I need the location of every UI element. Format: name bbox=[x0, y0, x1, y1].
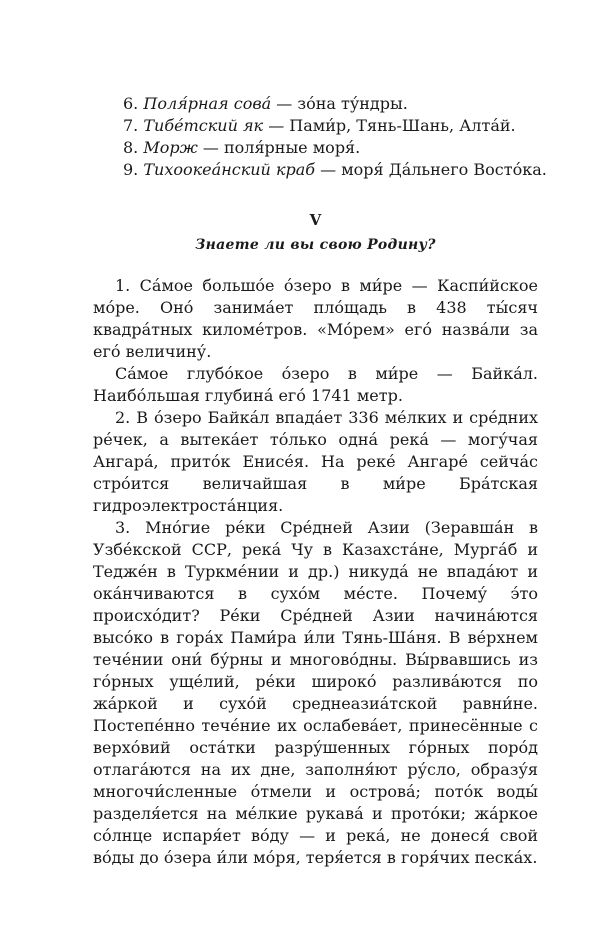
paragraph: Са́мое глубо́кое о́зеро в ми́ре — Байка́л. Наибо́льшая глубина́ его́ 1741 метр. bbox=[93, 364, 538, 405]
paragraph: 1. Са́мое большо́е о́зеро в ми́ре — Каспи́йское мо́ре. Оно́ занима́ет пло́щадь в 438 ты́сяч квадра́тных киломе́тров. «Мо́рем» его́ назва́ли за его́ величину́. bbox=[93, 276, 538, 361]
item-description: — зо́на ту́ндры. bbox=[271, 94, 408, 113]
item-term: Поля́рная сова́ bbox=[143, 94, 272, 113]
list-item bbox=[123, 159, 547, 181]
list-item bbox=[123, 115, 538, 137]
item-term: Тихоокеа́нский краб bbox=[143, 160, 316, 179]
item-term: Морж bbox=[143, 138, 198, 157]
list-item bbox=[123, 137, 538, 159]
body-text bbox=[93, 275, 538, 869]
item-description: — моря́ Да́льнего Восто́ка. bbox=[315, 160, 547, 179]
animal-habitat-list bbox=[93, 93, 547, 181]
item-number: 8. bbox=[123, 138, 139, 157]
item-term: Тибе́тский як bbox=[143, 116, 264, 135]
paragraph: 2. В о́зеро Байка́л впада́ет 336 ме́лких и сре́дних ре́чек, а вытека́ет то́лько одна́ река́ — могу́чая Ангара́, прито́к Енисе́я. На реке́ Ангаре́ сейча́с стро́ится величайшая в ми́ре Бра́тская гидроэлектроста́нция. bbox=[93, 408, 538, 515]
list-item bbox=[123, 93, 538, 115]
item-number: 9. bbox=[123, 160, 139, 179]
item-number: 6. bbox=[123, 94, 139, 113]
item-number: 7. bbox=[123, 116, 139, 135]
section-number: V bbox=[309, 211, 322, 229]
item-description: — Пами́р, Тянь-Шань, Алта́й. bbox=[263, 116, 516, 135]
section-heading: Знаете ли вы свою Родину? bbox=[195, 237, 436, 253]
item-description: — поля́рные моря́. bbox=[197, 138, 361, 157]
paragraph: 3. Мно́гие ре́ки Сре́дней Азии (Зеравша́н в Узбе́кской ССР, река́ Чу в Казахста́не, Мурга́б и Теджéн в Туркме́нии и др.) никуда́ не впада́ют и ока́нчиваются в сухо́м ме́сте. Почему́ э́то происхо́дит? Ре́ки Сре́дней Азии начина́ются высо́ко в гора́х Пами́ра и́ли Тянь-Ша́ня. В ве́рхнем тече́нии они́ бу́рны и многово́дны. Вы́рвавшись из го́рных уще́лий, ре́ки широко́ разлива́ются по жа́ркой и сухо́й среднеазиа́тской равни́не. Постепе́нно тече́ние их ослабева́ет, принесённые с верхо́вий оста́тки разру́шенных го́рных поро́д отлага́ются на их дне, заполня́ют ру́сло, образу́я многочи́сленные о́тмели и острова́; пото́к воды́ разделя́ется на ме́лкие рукава́ и прото́ки; жа́ркое со́лнце испаря́ет во́ду — и река́, не донеся́ свой во́ды до о́зера и́ли мо́ря, теря́ется в горя́чих песка́х. bbox=[93, 518, 538, 867]
